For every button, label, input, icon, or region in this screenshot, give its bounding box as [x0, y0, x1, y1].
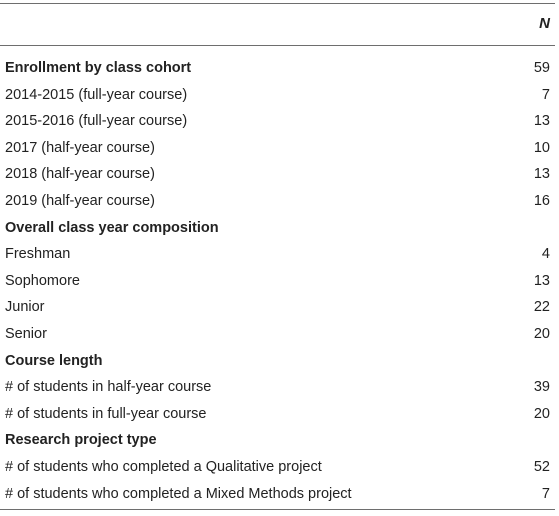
- row-label: 2018 (half-year course): [5, 166, 155, 183]
- table-row: [0, 454, 559, 481]
- table-row: [0, 294, 559, 321]
- row-value: 13: [533, 272, 550, 289]
- table-row: [0, 348, 559, 375]
- row-label: 2015-2016 (full-year course): [5, 113, 188, 130]
- table-row: [0, 215, 559, 242]
- row-label: Enrollment by class cohort: [5, 60, 192, 76]
- table-row: [0, 401, 559, 428]
- row-label: 2014-2015 (full-year course): [5, 86, 188, 103]
- row-label: # of students who completed a Qualitative project: [5, 458, 322, 475]
- table-row: [0, 374, 559, 401]
- row-label: # of students in half-year course: [5, 379, 212, 396]
- table-body: [0, 55, 559, 507]
- row-label: Freshman: [5, 246, 71, 263]
- top-rule: [0, 3, 555, 4]
- row-value: 20: [533, 325, 550, 342]
- table-row: [0, 135, 559, 162]
- row-value: 13: [533, 166, 550, 183]
- row-value: 22: [533, 299, 550, 316]
- row-value: 10: [533, 139, 550, 156]
- row-label: # of students in full-year course: [5, 405, 207, 422]
- table-row: [0, 241, 559, 268]
- row-value: 4: [541, 246, 550, 263]
- table-row: [0, 268, 559, 295]
- table-row: [0, 82, 559, 109]
- row-value: 13: [533, 113, 550, 130]
- row-label: Research project type: [5, 432, 157, 449]
- row-label: Senior: [5, 325, 47, 342]
- table-row: [0, 481, 559, 508]
- bottom-rule: [0, 509, 555, 510]
- row-label: Sophomore: [5, 272, 80, 289]
- table-row: [0, 321, 559, 348]
- row-value: 7: [541, 485, 550, 502]
- row-value: 7: [541, 86, 550, 103]
- row-label: 2017 (half-year course): [5, 139, 155, 156]
- row-value: 52: [533, 458, 550, 475]
- row-label: # of students who completed a Mixed Methods project: [5, 485, 352, 502]
- row-value: 20: [533, 405, 550, 422]
- header-rule: [0, 45, 555, 46]
- row-label: Junior: [5, 299, 45, 316]
- column-header-n: N: [539, 15, 550, 32]
- row-value: 39: [533, 379, 550, 396]
- table-row: [0, 55, 559, 82]
- table-row: [0, 161, 559, 188]
- row-label: 2019 (half-year course): [5, 192, 155, 209]
- table-row: [0, 427, 559, 454]
- row-label: Course length: [5, 352, 103, 369]
- row-value: 59: [533, 60, 550, 76]
- row-value: 16: [533, 192, 550, 209]
- row-label: Overall class year composition: [5, 219, 219, 236]
- table-row: [0, 188, 559, 215]
- table-row: [0, 108, 559, 135]
